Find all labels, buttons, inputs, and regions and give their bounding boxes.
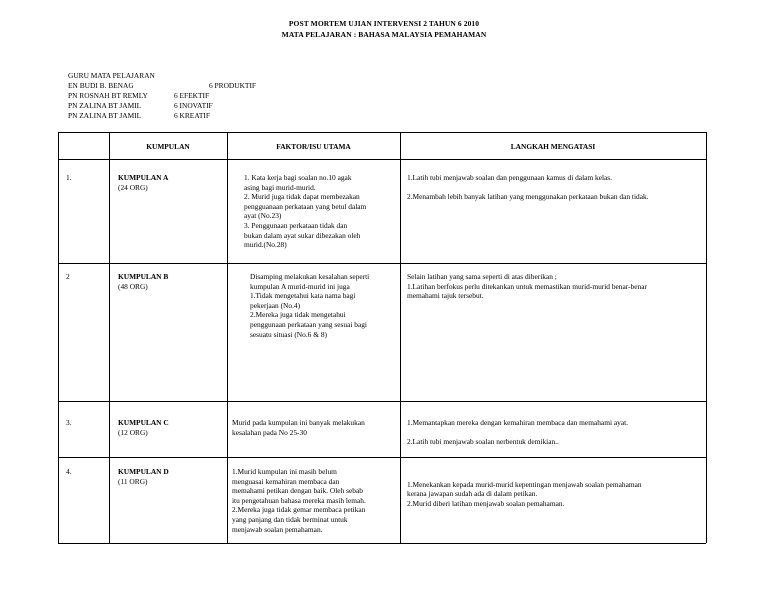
faktor-line: asing bagi murid-murid. [244, 182, 316, 192]
group-name: KUMPULAN A [118, 173, 169, 182]
faktor-line: 1.Tidak mengetahui kata nama bagi [250, 291, 356, 301]
group-count: (12 ORG) [118, 428, 148, 437]
row-divider [58, 263, 706, 264]
group-count: (11 ORG) [118, 477, 148, 486]
col-divider [227, 132, 228, 543]
header-kumpulan: KUMPULAN [146, 142, 190, 151]
faktor-cell [232, 418, 365, 437]
langkah-line [407, 470, 642, 480]
langkah-line: 1.Memantapkan mereka dengan kemahiran membaca dan memahami ayat. [407, 418, 629, 427]
faktor-line: penggunaan perkataan yang sesuai bagi [250, 319, 367, 329]
langkah-line: 1.Latih tubi menjawab soalan dan penggunaan kamus di dalam kelas. [407, 173, 613, 182]
faktor-line: 1.Murid kumpulan ini masih belum [232, 467, 337, 476]
table-border-top [58, 132, 706, 133]
row-number: 2 [66, 272, 70, 281]
teacher-name: PN ROSNAH BT REMLY [68, 91, 148, 100]
header-langkah: LANGKAH MENGATASI [510, 142, 596, 151]
faktor-line: 2.Mereka juga tidak gemar membaca petikan [232, 505, 366, 515]
group-count: (48 ORG) [118, 282, 148, 291]
row-divider [58, 457, 706, 458]
faktor-line: itu pengetahuan bahasa mereka masih lemah. [232, 495, 366, 505]
langkah-line: 2.Latih tubi menjawab soalan nerbentuk demikian.. [407, 437, 559, 447]
col-divider [400, 132, 401, 543]
faktor-line: kumpulan A murid-murid ini juga [250, 281, 350, 291]
table-border-right [706, 132, 707, 543]
faktor-line: sesuatu situasi (No.6 & 8) [250, 329, 327, 339]
group-name: KUMPULAN C [118, 418, 169, 427]
group-name: KUMPULAN B [118, 272, 169, 281]
col-divider [58, 132, 59, 543]
group-name: KUMPULAN D [118, 467, 169, 476]
row-number: 4. [66, 467, 72, 476]
faktor-line: pengguanaan perkataan yang betul dalam [244, 201, 367, 211]
teacher-class: 6 PRODUKTIF [209, 81, 257, 90]
langkah-line [407, 183, 649, 193]
faktor-line: menguasai kemahiran membaca dan [232, 476, 340, 486]
faktor-line: kesalahan pada No 25-30 [232, 427, 307, 437]
teacher-name: PN ZALINA BT JAMIL [68, 101, 142, 110]
col-divider [109, 132, 110, 543]
faktor-line: 3. Penggunaan perkataan tidak dan [244, 220, 348, 230]
faktor-cell [244, 173, 366, 250]
teacher-class: 6 INOVATIF [174, 101, 213, 110]
teacher-class: 6 EFEKTIF [174, 91, 210, 100]
faktor-cell [250, 272, 369, 339]
langkah-cell [407, 272, 647, 301]
langkah-line: 1.Latihan berfokus perlu ditekankan untuk memastikan murid-murid benar-benar [407, 281, 647, 291]
teachers-heading: GURU MATA PELAJARAN [68, 71, 155, 80]
faktor-line: Murid pada kumpulan ini banyak melakukan [232, 418, 365, 427]
document-subtitle: MATA PELAJARAN : BAHASA MALAYSIA PEMAHAMAN [281, 30, 487, 39]
group-count: (24 ORG) [118, 183, 148, 192]
langkah-line: 2.Menambah lebih banyak latihan yang menggunakan perkataan bukan dan tidak. [407, 192, 649, 202]
faktor-cell [232, 467, 366, 534]
faktor-line: bukan dalam ayat sukar dibezakan oleh [244, 230, 361, 240]
faktor-line: 1. Kata kerja bagi soalan no.10 agak [244, 173, 352, 182]
faktor-line: ayat (No.23) [244, 211, 282, 221]
langkah-cell [407, 173, 649, 202]
faktor-line: menjawab soalan pemahaman. [232, 524, 323, 534]
faktor-line: 2. Murid juga tidak dapat membezakan [244, 192, 360, 202]
header-faktor: FAKTOR/ISU UTAMA [276, 142, 351, 151]
row-number: 3. [66, 418, 72, 427]
langkah-line: Selain latihan yang sama seperti di atas diberikan ; [407, 272, 557, 281]
langkah-line: 1.Menekankan kepada murid-murid kepentingan menjawab soalan pemahaman [407, 479, 642, 489]
row-divider [58, 401, 706, 402]
document-title: POST MORTEM UJIAN INTERVENSI 2 TAHUN 6 2010 [288, 19, 480, 28]
row-number: 1. [66, 173, 72, 182]
faktor-line: pekerjaan (No.4) [250, 300, 301, 310]
teacher-name: EN BUDI B. BENAG [68, 81, 134, 90]
faktor-line: murid.(No.28) [244, 240, 287, 250]
faktor-line: memahami petikan dengan baik. Oleh sebab [232, 486, 363, 496]
faktor-line: 2.Mereka juga tidak mengetahui [250, 310, 346, 320]
teacher-class: 6 KREATIF [174, 111, 210, 120]
teacher-name: PN ZALINA BT JAMIL [68, 111, 142, 120]
langkah-line: memahami tajuk tersebut. [407, 291, 484, 301]
faktor-line: Disamping melakukan kesalahan seperti [250, 272, 370, 281]
faktor-line: yang panjang dan tidak berminat untuk [232, 514, 348, 524]
table-header-rule [58, 159, 706, 160]
langkah-line [407, 428, 628, 438]
table-border-bottom [58, 543, 706, 544]
langkah-cell [407, 470, 642, 508]
langkah-line: kerana jawapan sudah ada di dalam petikan. [407, 489, 538, 499]
langkah-line: 2.Murid diberi latihan menjawab soalan pemahaman. [407, 498, 565, 508]
langkah-cell [407, 418, 628, 447]
